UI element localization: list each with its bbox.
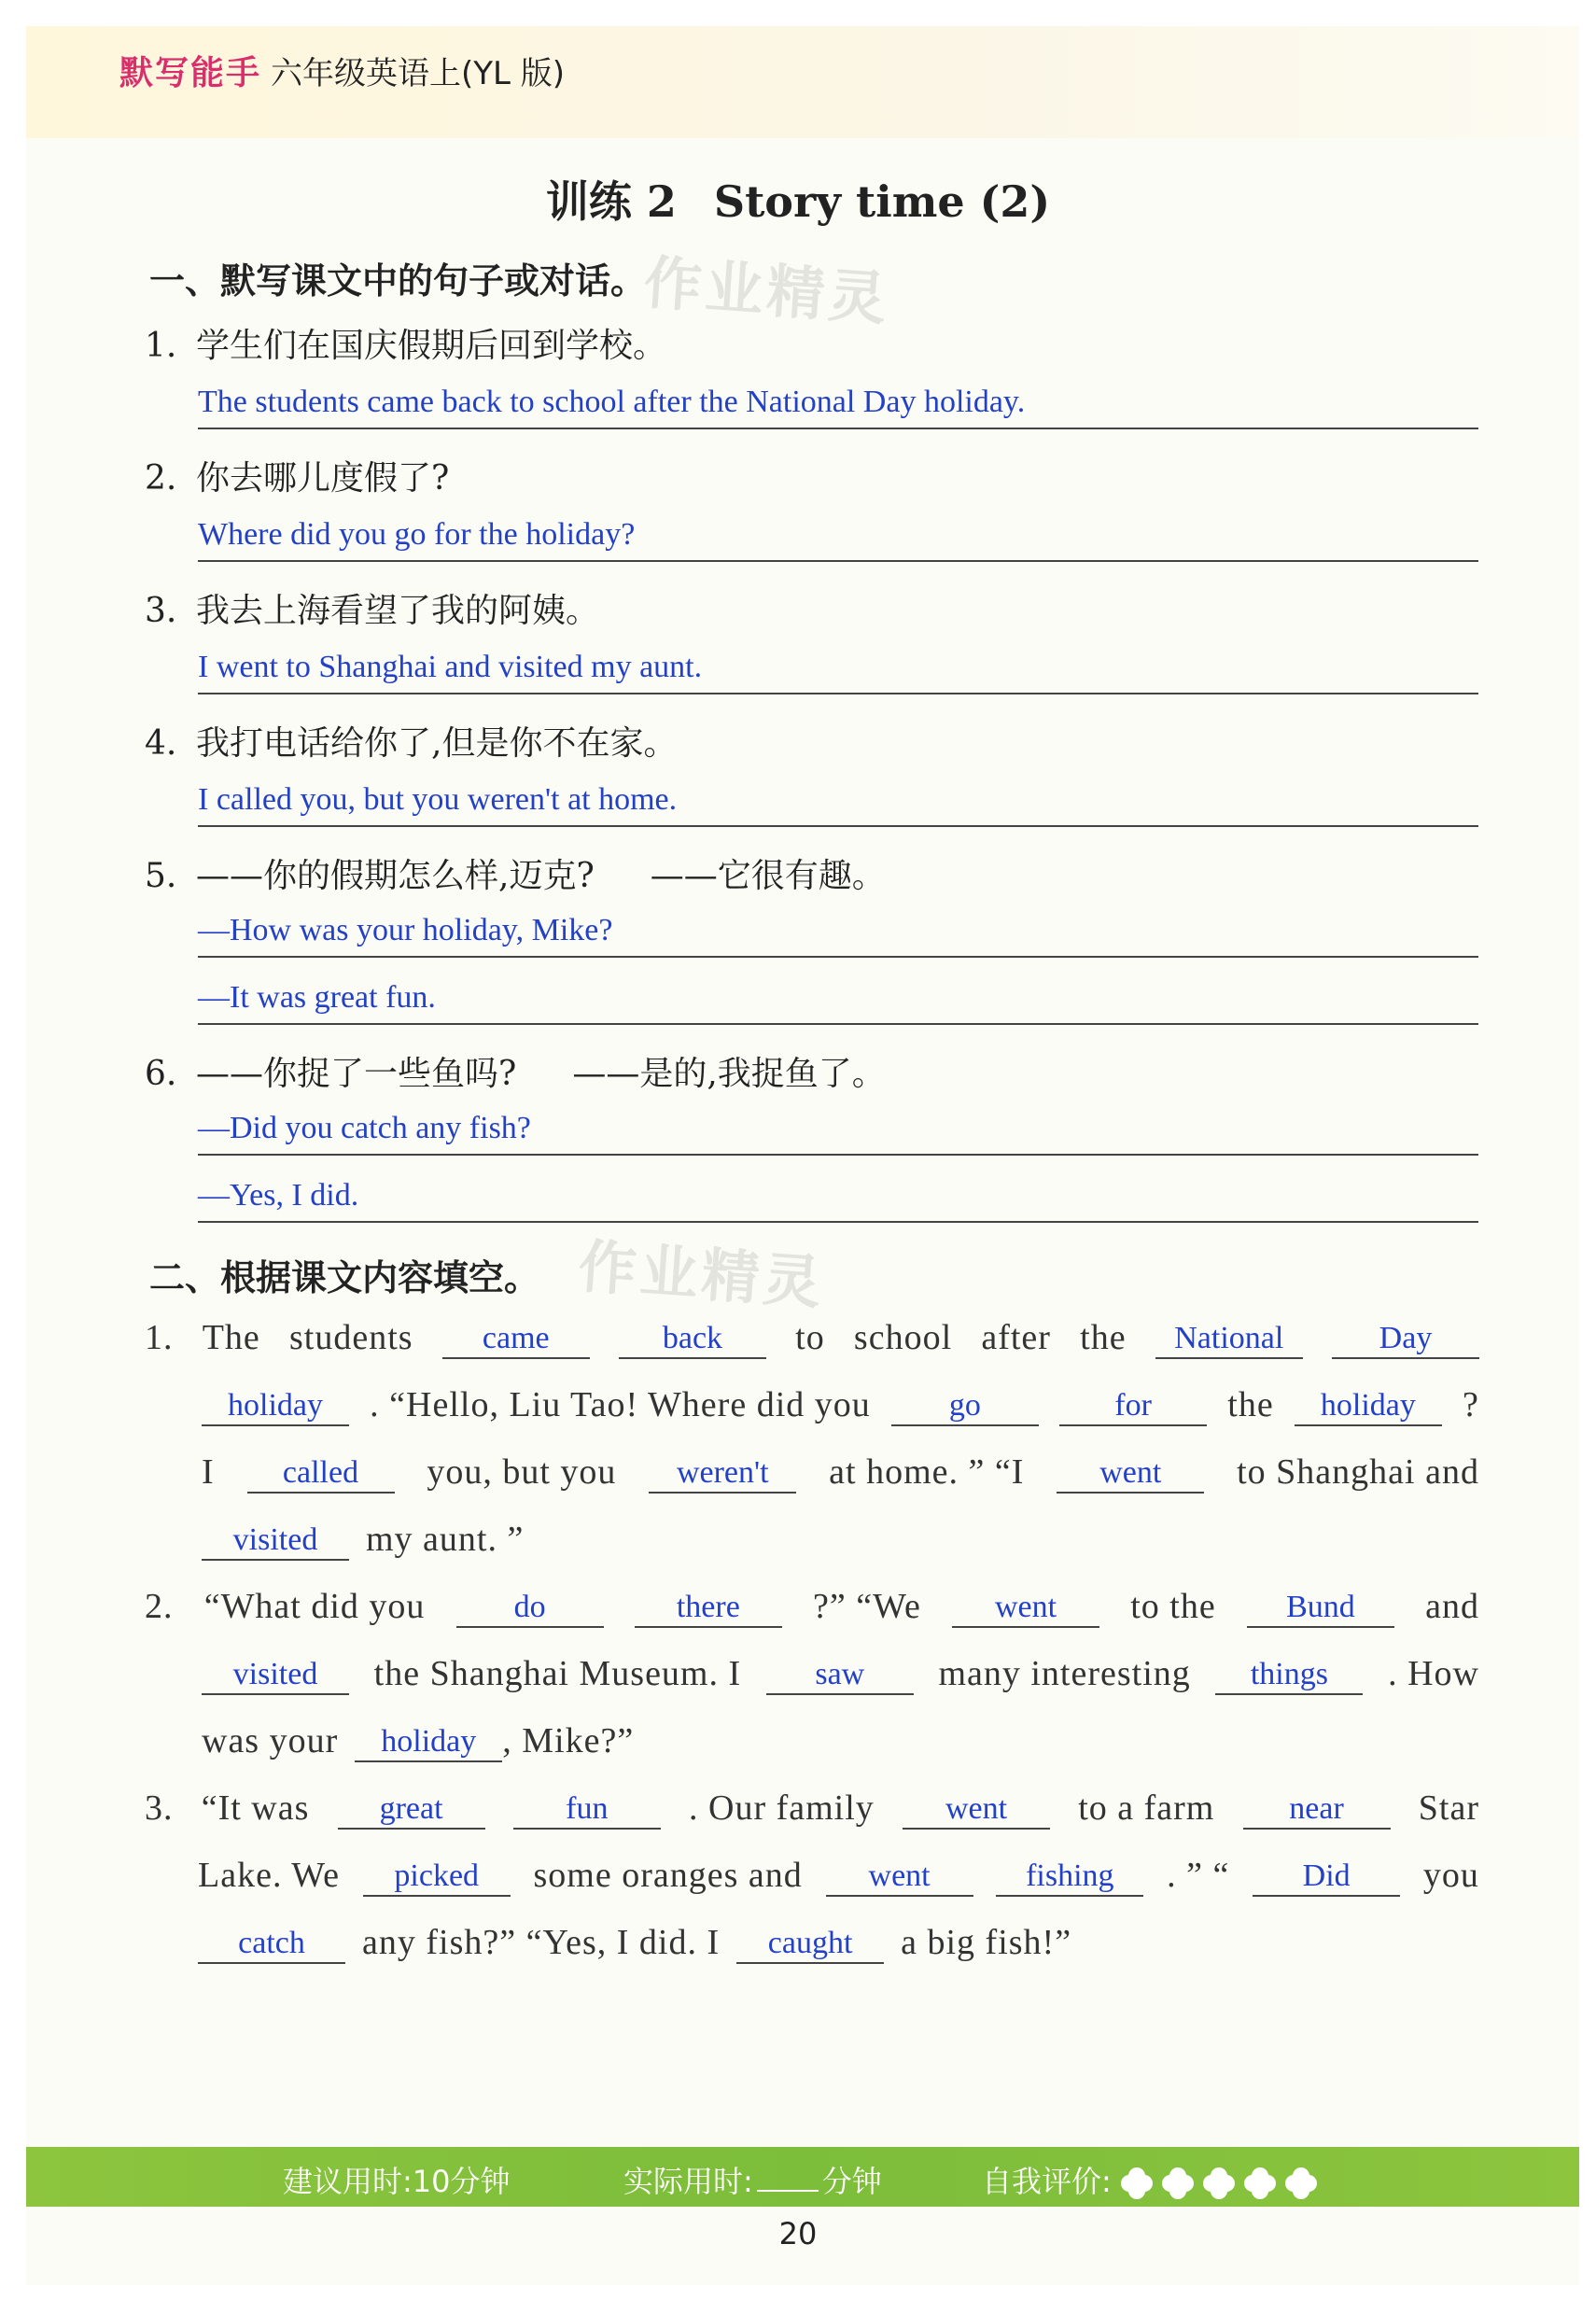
answer-5b: —It was great fun. bbox=[198, 976, 1478, 1025]
answer-blank: fun bbox=[513, 1790, 661, 1830]
question-5: 5. ——你的假期怎么样,迈克? ——它很有趣。 bbox=[145, 857, 886, 895]
answer-blank: Did bbox=[1253, 1858, 1400, 1897]
answer-blank: back bbox=[619, 1320, 766, 1359]
fill-p2-line1: 2. “What did you do there ?” “We went to the Bund and bbox=[145, 1587, 1479, 1626]
answer-blank: go bbox=[891, 1387, 1039, 1426]
question-2: 2. 你去哪儿度假了? bbox=[145, 459, 450, 498]
answer-blank: near bbox=[1243, 1790, 1391, 1830]
answer-blank: holiday bbox=[1295, 1387, 1442, 1426]
answer-blank: picked bbox=[363, 1858, 511, 1897]
fill-p1-line1: 1. The students came back to school after the National Day bbox=[145, 1309, 1479, 1361]
answer-blank: went bbox=[826, 1858, 973, 1897]
fill-p2-line2: visited the Shanghai Museum. I saw many interesting things . How bbox=[202, 1645, 1479, 1697]
answer-blank: Bund bbox=[1247, 1589, 1394, 1628]
answer-blank: great bbox=[338, 1790, 485, 1830]
page-number: 20 bbox=[778, 2216, 818, 2251]
fill-p1-line2: holiday . “Hello, Liu Tao! Where did you go for the holiday ? bbox=[202, 1376, 1479, 1428]
lesson-label: 训练 2 bbox=[545, 176, 677, 227]
question-3: 3. 我去上海看望了我的阿姨。 bbox=[145, 592, 600, 630]
brand-name: 默写能手 bbox=[119, 54, 262, 92]
book-header bbox=[119, 47, 565, 94]
answer-blank: Day bbox=[1332, 1320, 1479, 1359]
answer-blank: holiday bbox=[202, 1387, 349, 1426]
answer-blank: holiday bbox=[355, 1723, 502, 1762]
answer-4: I called you, but you weren't at home. bbox=[198, 778, 1478, 827]
answer-blank: caught bbox=[736, 1925, 884, 1964]
flower-icon bbox=[1121, 2167, 1153, 2199]
answer-blank: came bbox=[442, 1320, 590, 1359]
answer-blank: went bbox=[952, 1589, 1099, 1628]
footer-band bbox=[26, 2147, 1579, 2207]
answer-2: Where did you go for the holiday? bbox=[198, 513, 1478, 562]
section1-heading: 一、默写课文中的句子或对话。 bbox=[149, 260, 647, 302]
actual-time: 实际用时: 分钟 bbox=[623, 2164, 882, 2199]
self-evaluation: 自我评价: bbox=[982, 2158, 1317, 2201]
answer-blank: do bbox=[456, 1589, 604, 1628]
answer-3: I went to Shanghai and visited my aunt. bbox=[198, 646, 1478, 694]
suggested-time: 建议用时:10分钟 bbox=[283, 2164, 511, 2199]
fill-p3-line1: 3. “It was great fun . Our family went to a farm near Star bbox=[145, 1788, 1479, 1828]
fill-p1-line3: I called you, but you weren't at home. ” “I went to Shanghai and bbox=[202, 1452, 1479, 1492]
fill-p3-line3: catch any fish?” “Yes, I did. I caught a big fish!” bbox=[198, 1914, 1479, 1966]
fill-p1-line4: visited my aunt. ” bbox=[202, 1510, 1479, 1563]
flower-icon bbox=[1285, 2167, 1317, 2199]
question-4: 4. 我打电话给你了,但是你不在家。 bbox=[145, 724, 678, 763]
answer-blank: for bbox=[1059, 1387, 1207, 1426]
answer-5a: —How was your holiday, Mike? bbox=[198, 909, 1478, 958]
fill-p3-line2: Lake. We picked some oranges and went fishing . ” “ Did you bbox=[198, 1856, 1479, 1895]
answer-blank: National bbox=[1155, 1320, 1303, 1359]
answer-1: The students came back to school after the National Day holiday. bbox=[198, 381, 1478, 429]
flower-icon bbox=[1162, 2167, 1194, 2199]
answer-blank: saw bbox=[766, 1656, 914, 1695]
fill-p2-line3: was your holiday , Mike?” bbox=[202, 1721, 635, 1760]
answer-blank: went bbox=[1057, 1454, 1204, 1494]
answer-blank: catch bbox=[198, 1925, 345, 1964]
answer-blank: visited bbox=[202, 1522, 349, 1561]
section2-heading: 二、根据课文内容填空。 bbox=[149, 1257, 540, 1298]
flower-icon bbox=[1244, 2167, 1276, 2199]
lesson-topic: Story time (2) bbox=[713, 176, 1051, 227]
answer-blank: weren't bbox=[649, 1454, 796, 1494]
answer-6b: —Yes, I did. bbox=[198, 1174, 1478, 1223]
question-6: 6. ——你捉了一些鱼吗? ——是的,我捉鱼了。 bbox=[145, 1055, 886, 1093]
answer-blank: fishing bbox=[996, 1858, 1143, 1897]
flower-icon bbox=[1203, 2167, 1235, 2199]
watermark: 作业精灵 bbox=[641, 247, 892, 334]
rating-flowers bbox=[1112, 2164, 1317, 2199]
watermark: 作业精灵 bbox=[576, 1231, 827, 1318]
answer-6a: —Did you catch any fish? bbox=[198, 1107, 1478, 1156]
answer-blank: visited bbox=[202, 1656, 349, 1695]
answer-blank: things bbox=[1215, 1656, 1363, 1695]
page-title bbox=[0, 168, 1596, 230]
answer-blank: went bbox=[903, 1790, 1050, 1830]
answer-blank: there bbox=[635, 1589, 782, 1628]
book-title: 六年级英语上(YL 版) bbox=[271, 55, 566, 92]
answer-blank: called bbox=[247, 1454, 395, 1494]
question-1: 1. 学生们在国庆假期后回到学校。 bbox=[145, 327, 667, 365]
